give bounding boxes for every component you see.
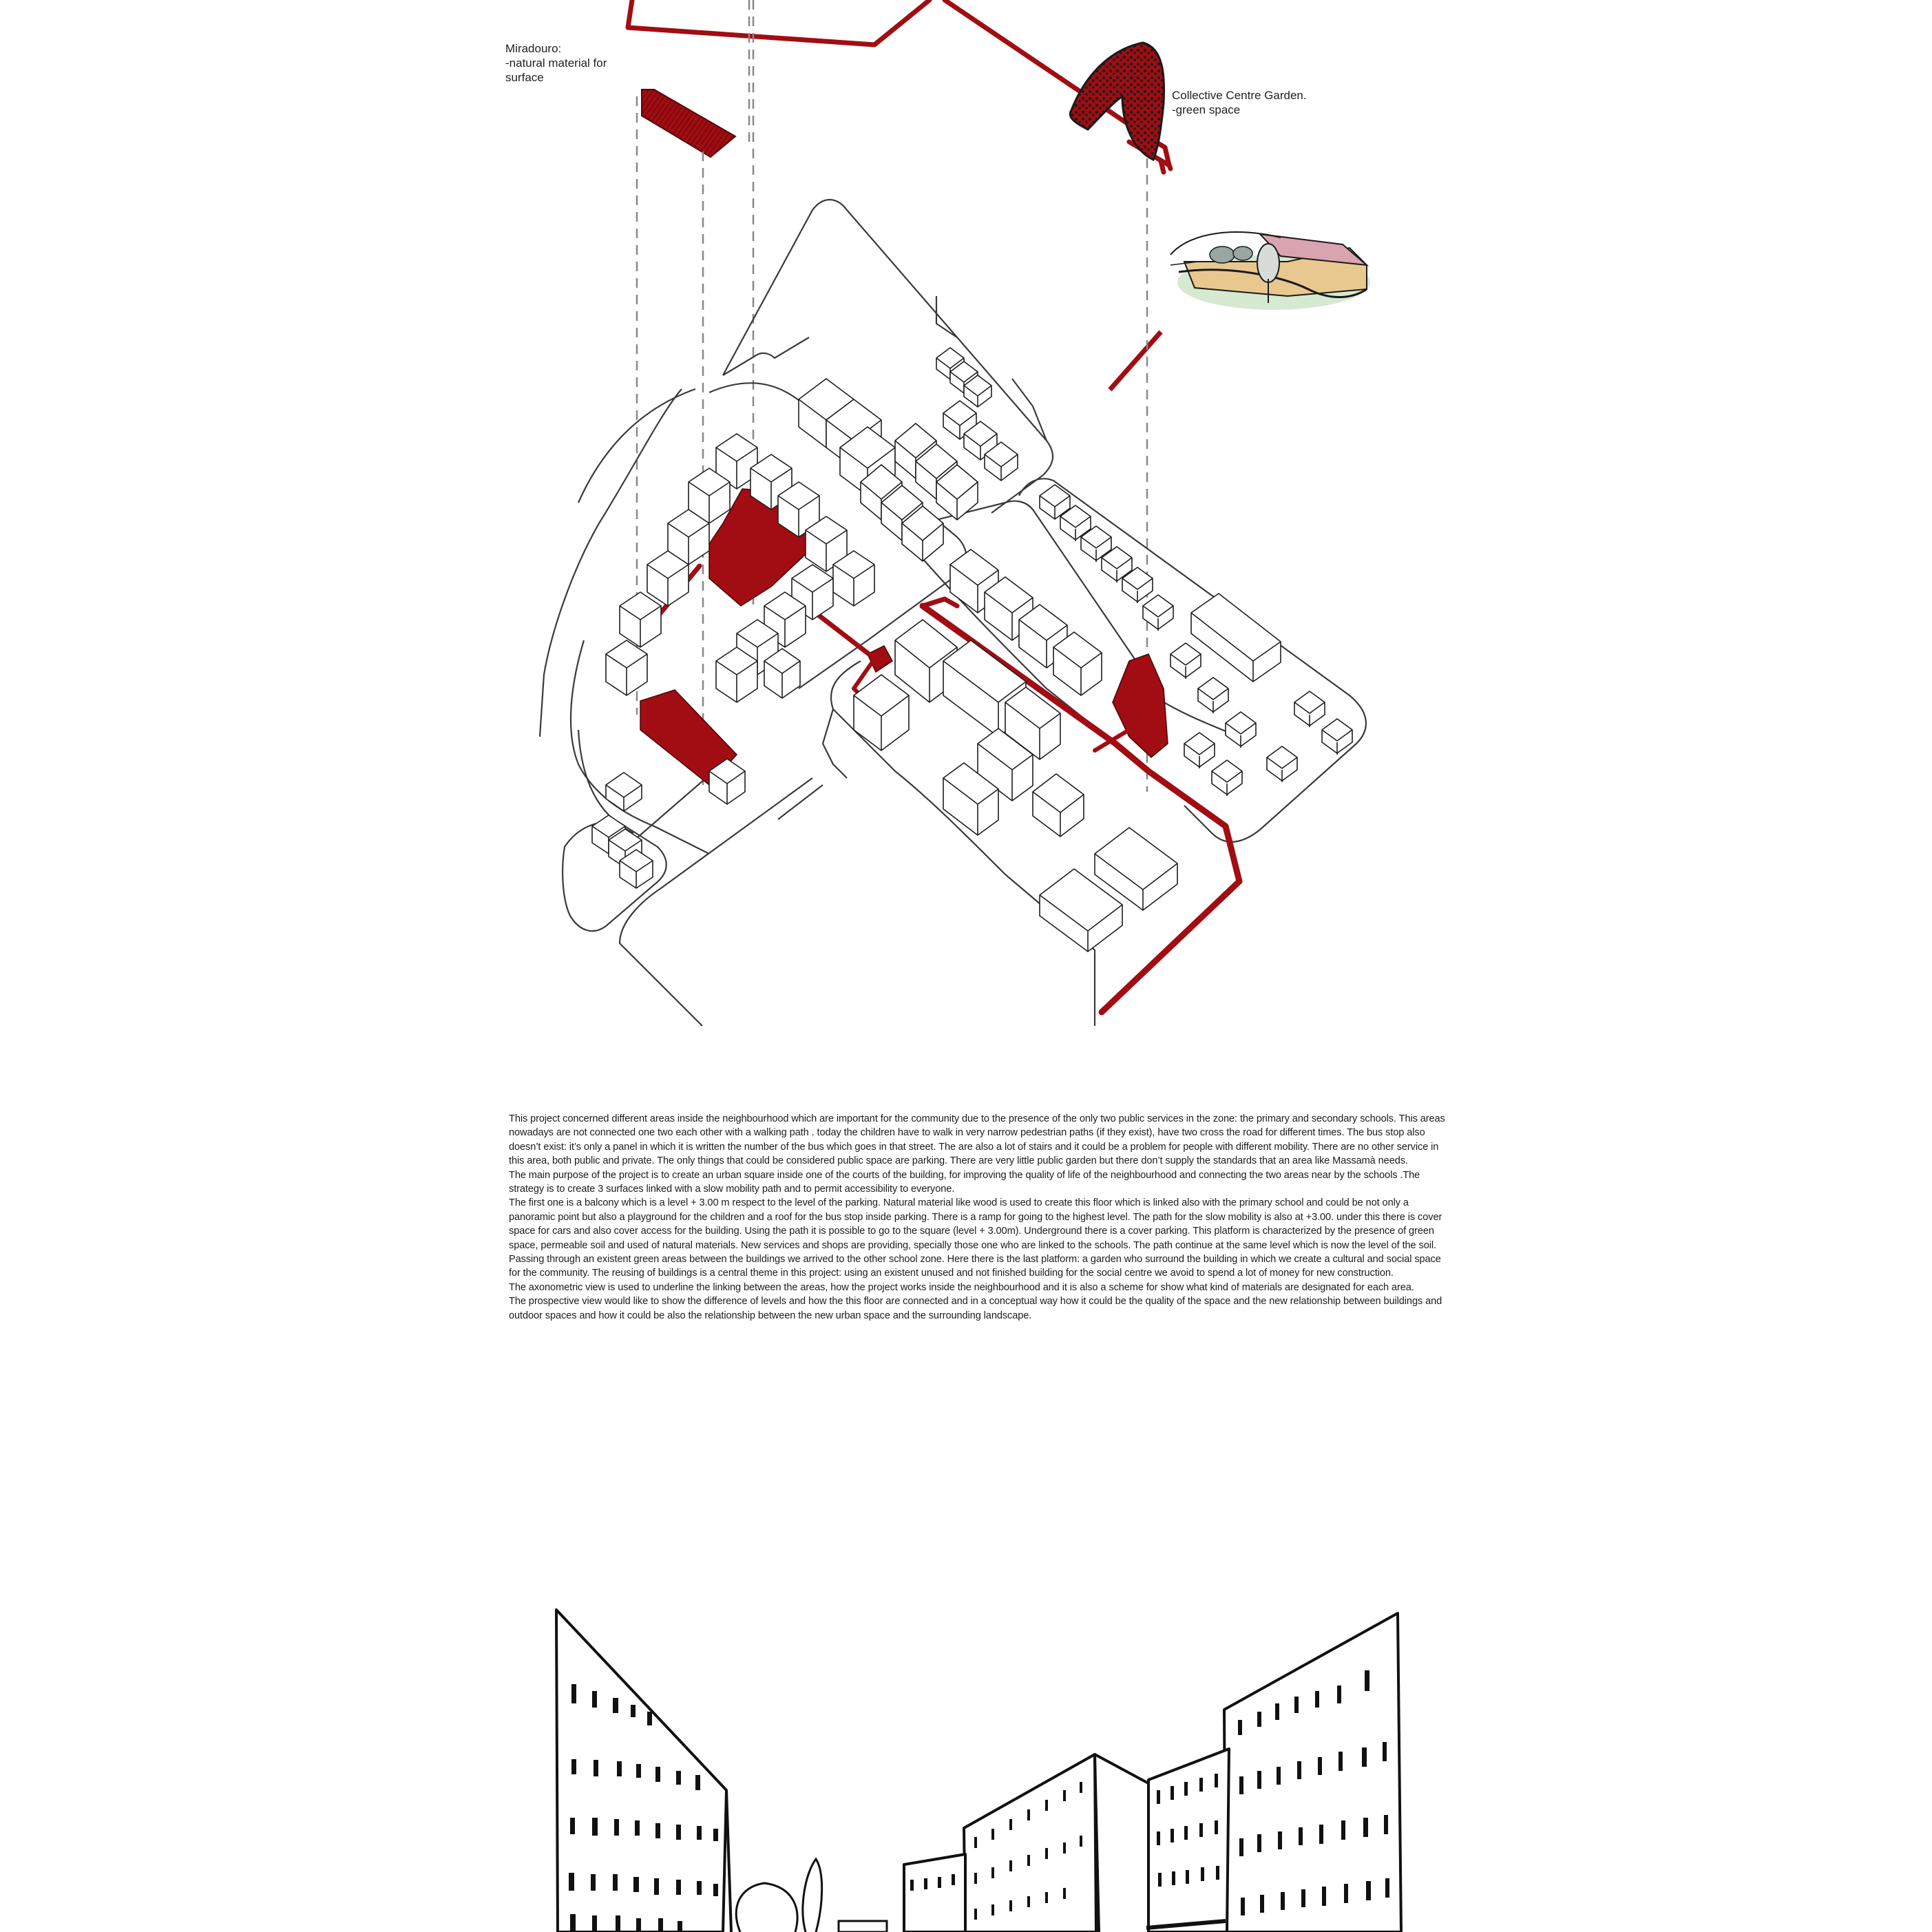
project-description	[509, 1112, 1453, 1323]
perspective-sketch	[556, 1610, 1401, 1932]
description-paragraph: The prospective view would like to show the difference of levels and how the this floor are connected and in a conceptual way how it could be the quality of the space and the new relationship between buildings and outdoor spaces and how it could be also the relationship between the new urban space and the surrounding landscape.	[509, 1296, 1442, 1321]
miradouro-surface	[642, 90, 735, 157]
miradouro-annotation: Miradouro: -natural material for surface	[505, 42, 607, 84]
description-paragraph: The main purpose of the project is to create an urban square inside one of the courts of the building, for improving the quality of life of the neighbourhood and connecting the two areas near by the schools .The strategy is to create 3 surfaces linked with a slow mobility path and to permit accessibility to everyone.	[509, 1169, 1420, 1195]
description-paragraph: The axonometric view is used to underline the linking between the areas, how the project works inside the neighbourhood and it is also a scheme for show what kind of materials are designated for each area.	[509, 1281, 1414, 1293]
garden-annotation: Collective Centre Garden. -green space	[1172, 89, 1307, 116]
buildings	[592, 348, 1352, 952]
path-fragment	[1110, 332, 1161, 390]
description-paragraph: This project concerned different areas inside the neighbourhood which are important for the community due to the presence of the only two public services in the zone: the primary and secondary schools. This areas nowadays are not connected one two each other with a walking path . today the children have to walk in very narrow pedestrian paths (if they exist), have two cross the road for different times. The bus stop also doesn’t exist: it’s only a panel in which it is written the number of the bus which goes in that street. The are also a lot of stairs and it could be a problem for people with different mobility. There are no other service in this area, both public and private. The only things that could be considered public space are parking. There are very little public garden but there don’t supply the standards that an area like Massamà needs.	[509, 1113, 1445, 1167]
description-paragraph: The first one is a balcony which is a level + 3.00 m respect to the level of the parking. Natural material like wood is used to create this floor which is linked also with the primary school and could be not only a panoramic point but also a playground for the children and a roof for the bus stop inside parking. There is a ramp for going to the highest level. The path for the slow mobility is also at +3.00. under this there is cover space for cars and also cover access for the building. Using the path it is possible to go to the square (level + 3.00m). Underground there is a cover parking. This platform is characterized by the presence of green space, permeable soil and used of natural materials. New services and shops are providing, specially those one who are linked to the schools. The path continue at the same level which is now the level of the soil. Passing through an existent green areas between the buildings we arrived to the other school zone. Here there is the last platform: a garden who surround the building in which we create a cultural and social space for the community. The reusing of buildings is a central theme in this project: using an existent unused and not finished building for the social centre we avoid to spend a lot of money for new construction.	[509, 1197, 1442, 1279]
garden-surface	[1070, 43, 1164, 160]
collective-centre-sketch	[1170, 232, 1370, 310]
